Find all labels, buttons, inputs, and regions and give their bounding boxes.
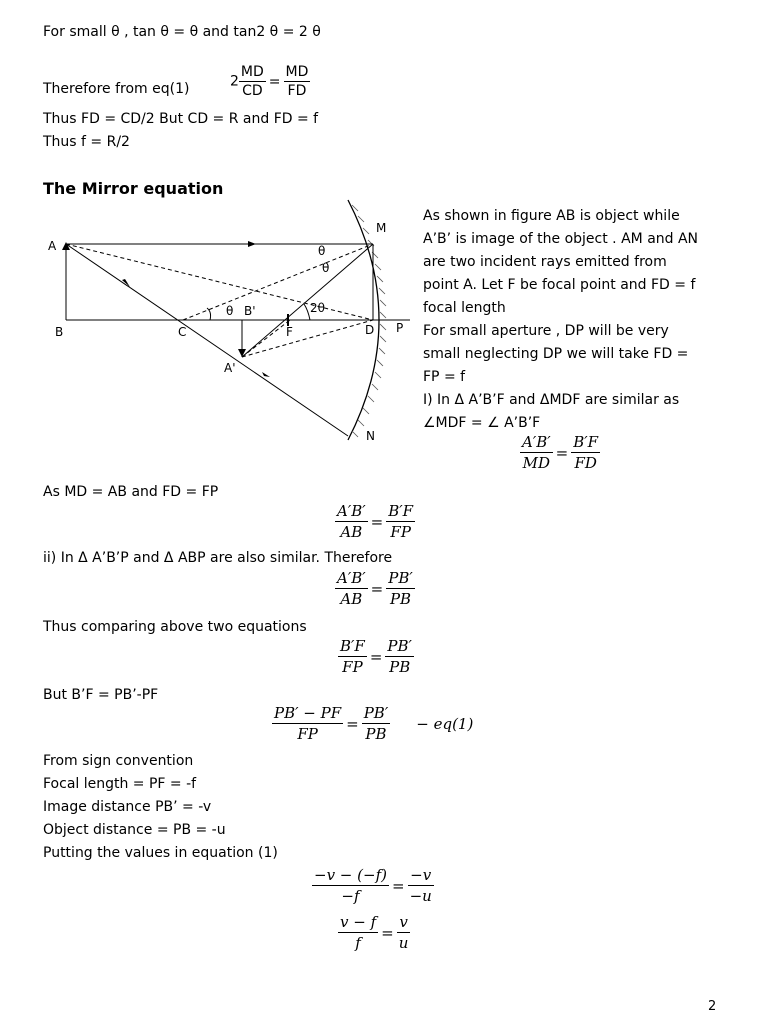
numerator: MD — [240, 64, 264, 80]
equation-7 — [338, 913, 410, 952]
f-r2-line: Thus f = R/2 — [43, 134, 130, 150]
paragraph-line: ∠MDF = ∠ A’B’F — [423, 415, 541, 431]
numerator: B′F — [388, 502, 414, 520]
ray-ma1 — [242, 244, 373, 357]
label-theta-c: θ — [226, 304, 234, 318]
numerator: A′B′ — [337, 502, 366, 520]
denominator: FD — [284, 81, 311, 99]
equals-sign: = — [381, 923, 394, 942]
label-a-prime: A' — [224, 361, 236, 375]
but-bf-line: But B’F = PB’-PF — [43, 687, 159, 703]
denominator: u — [398, 934, 409, 952]
label-two-theta: 2θ — [310, 301, 325, 315]
denominator: FP — [386, 521, 415, 541]
equals-sign: = — [370, 512, 384, 531]
fraction — [338, 913, 378, 952]
fraction — [397, 913, 411, 952]
equation-4 — [338, 637, 414, 676]
fraction-md-cd — [239, 64, 266, 99]
denominator: PB — [385, 656, 414, 676]
denominator: AB — [335, 588, 368, 608]
fraction — [362, 704, 391, 743]
mirror-hatching — [352, 205, 386, 437]
denominator: −f — [312, 885, 389, 905]
paragraph-line: focal length — [423, 300, 506, 316]
equation-6 — [312, 866, 434, 905]
denominator: −u — [409, 887, 432, 905]
object-distance-line: Object distance = PB = -u — [43, 822, 226, 838]
fraction — [386, 569, 415, 608]
numerator: PB′ − PF — [274, 704, 342, 722]
numerator: B′F — [340, 637, 365, 655]
label-p: P — [396, 321, 404, 335]
label-theta-mid: θ — [322, 261, 330, 275]
numerator: MD — [285, 64, 309, 80]
fraction — [520, 433, 553, 472]
small-angle-line: For small θ , tan θ = θ and tan2 θ = 2 θ — [43, 24, 321, 40]
label-theta-top: θ — [318, 244, 326, 258]
fraction — [386, 502, 415, 541]
label-m: M — [376, 221, 387, 235]
label-a: A — [48, 239, 57, 253]
fraction-md-fd — [284, 64, 311, 99]
paragraph-line: I) In Δ A’B’F and ΔMDF are similar as — [423, 392, 680, 408]
paragraph-line: A’B’ is image of the object . AM and AN — [423, 231, 699, 247]
equation-tag: − eq(1) — [416, 714, 474, 733]
denominator: PB — [386, 588, 415, 608]
thus-comparing-line: Thus comparing above two equations — [43, 619, 307, 635]
denominator: FP — [338, 656, 367, 676]
fraction — [385, 637, 414, 676]
page-number: 2 — [708, 999, 717, 1014]
label-b: B — [55, 325, 64, 339]
label-d: D — [365, 323, 375, 337]
fraction — [408, 866, 434, 905]
denominator: CD — [239, 81, 266, 99]
paragraph-line: For small aperture , DP will be very — [423, 323, 669, 339]
angle-arc-c — [207, 308, 211, 320]
fraction — [312, 866, 389, 905]
label-c: C — [178, 325, 187, 339]
therefore-line: Therefore from eq(1) — [43, 81, 190, 97]
equation-5 — [272, 704, 473, 743]
numerator: v − f — [340, 913, 377, 931]
section-heading: The Mirror equation — [43, 179, 224, 198]
equation-2 — [335, 502, 415, 541]
as-md-line: As MD = AB and FD = FP — [43, 484, 219, 500]
paragraph-line: point A. Let F be focal point and FD = f — [423, 277, 696, 293]
ray-an — [66, 244, 348, 436]
explanation-paragraph — [423, 205, 723, 435]
arrow-na1 — [262, 372, 270, 377]
fraction — [272, 704, 343, 743]
coefficient: 2 — [230, 73, 239, 90]
numerator: PB′ — [387, 637, 412, 655]
equation-3 — [335, 569, 415, 608]
fraction — [335, 569, 368, 608]
denominator: PB — [362, 723, 391, 743]
equals-sign: = — [369, 647, 383, 666]
focal-length-line: Focal length = PF = -f — [43, 776, 197, 792]
equals-sign: = — [370, 579, 384, 598]
fraction — [335, 502, 368, 541]
mirror-diagram — [40, 195, 420, 450]
numerator: PB′ — [388, 569, 413, 587]
denominator: FP — [272, 723, 343, 743]
fraction — [571, 433, 600, 472]
numerator: −v — [410, 866, 432, 884]
numerator: A′B′ — [522, 433, 551, 451]
equals-sign: = — [268, 73, 281, 90]
label-n: N — [366, 429, 375, 443]
denominator: AB — [335, 521, 368, 541]
numerator: A′B′ — [337, 569, 366, 587]
sign-convention-line: From sign convention — [43, 753, 194, 769]
paragraph-line: are two incident rays emitted from — [423, 254, 667, 270]
image-distance-line: Image distance PB’ = -v — [43, 799, 212, 815]
arrow-am — [248, 241, 256, 247]
putting-values-line: Putting the values in equation (1) — [43, 845, 278, 861]
equation-2md-cd — [230, 64, 310, 99]
denominator: FD — [571, 452, 600, 472]
paragraph-line: small neglecting DP we will take FD = — [423, 346, 689, 362]
numerator: B′F — [573, 433, 599, 451]
denominator: MD — [520, 452, 553, 472]
numerator: −v − (−f) — [314, 866, 387, 884]
label-b-prime: B' — [244, 304, 256, 318]
label-f: F — [286, 325, 293, 339]
paragraph-line: As shown in figure AB is object while — [423, 208, 680, 224]
equation-similar-triangles-1 — [520, 433, 600, 472]
equals-sign: = — [346, 714, 359, 733]
fd-cd-line: Thus FD = CD/2 But CD = R and FD = f — [43, 111, 319, 127]
fraction — [338, 637, 367, 676]
denominator: f — [338, 932, 378, 952]
equals-sign: = — [555, 443, 569, 462]
numerator: PB′ — [363, 704, 389, 722]
numerator: v — [399, 913, 408, 931]
equals-sign: = — [391, 876, 405, 895]
ii-similar-line: ii) In Δ A’B’P and Δ ABP are also similar. Therefore — [43, 550, 393, 566]
paragraph-line: FP = f — [423, 369, 466, 385]
